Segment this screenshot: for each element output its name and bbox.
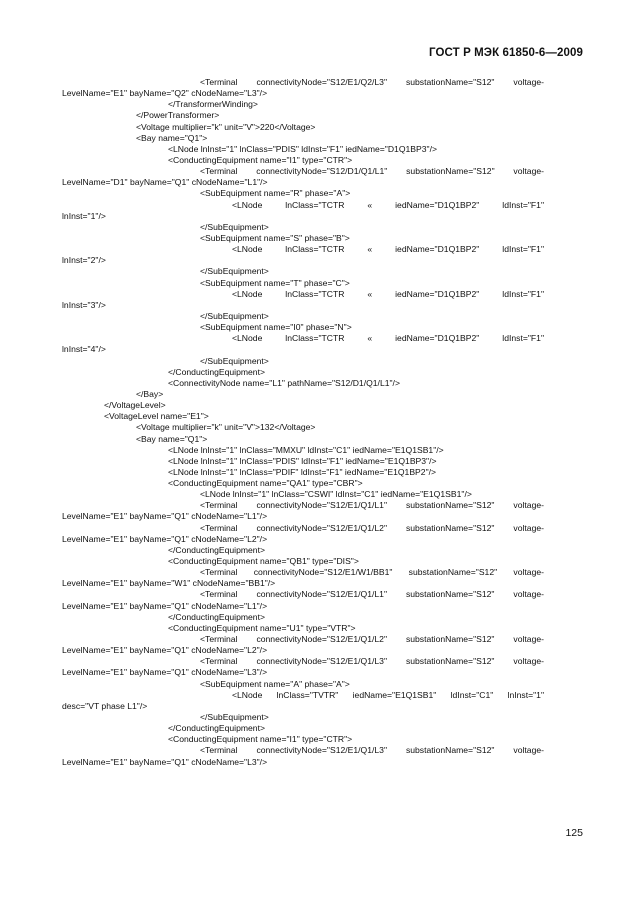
code-line: </ConductingEquipment> [168,366,265,377]
code-line: <Terminal connectivityNode="S12/E1/W1/BB1" substationName="S12" voltage- [200,567,544,578]
code-line: </ConductingEquipment> [168,611,265,622]
code-line: desc="VT phase L1"/> [62,700,148,711]
code-line: </SubEquipment> [200,310,269,321]
code-line: LevelName="E1" bayName="Q1" cNodeName="L3"/> [62,667,268,678]
code-line: <ConductingEquipment name="QA1" type="CBR"> [168,478,363,489]
code-line: </SubEquipment> [200,712,269,723]
code-line: <LNode lnClass="TCTR « iedName="D1Q1BP2" ldInst="F1" [232,244,544,255]
code-line: <ConductingEquipment name="U1" type="VTR"> [168,622,356,633]
code-line: LevelName="D1" bayName="Q1" cNodeName="L1"/> [62,177,268,188]
code-line: LevelName="E1" bayName="Q1" cNodeName="L3"/> [62,756,268,767]
code-line: lnInst="2"/> [62,255,106,266]
code-line: LevelName="E1" bayName="Q2" cNodeName="L3"/> [62,88,268,99]
code-line: </SubEquipment> [200,355,269,366]
code-line: <SubEquipment name="R" phase="A"> [200,188,351,199]
code-line: <Terminal connectivityNode="S12/E1/Q1/L1" substationName="S12" voltage- [200,589,544,600]
code-line: LevelName="E1" bayName="Q1" cNodeName="L1"/> [62,511,268,522]
code-line: <LNode lnInst="1" lnClass="MMXU" ldInst="C1" iedName="E1Q1SB1"/> [168,444,444,455]
code-line: <VoltageLevel name="E1"> [104,411,209,422]
code-line: </SubEquipment> [200,266,269,277]
code-line: <Voltage multiplier="k" unit="V">132</Voltage> [136,422,316,433]
code-line: <Terminal connectivityNode="S12/D1/Q1/L1" substationName="S12" voltage- [200,166,544,177]
code-line: <Terminal connectivityNode="S12/E1/Q1/L2" substationName="S12" voltage- [200,634,544,645]
code-line: <ConductingEquipment name="QB1" type="DIS"> [168,556,359,567]
code-line: <SubEquipment name="I0" phase="N"> [200,322,352,333]
code-line: lnInst="1"/> [62,210,106,221]
code-line: LevelName="E1" bayName="W1" cNodeName="BB1"/> [62,578,276,589]
code-line: <Terminal connectivityNode="S12/E1/Q1/L3" substationName="S12" voltage- [200,656,544,667]
code-line: <SubEquipment name="S" phase="B"> [200,232,350,243]
page-number: 125 [565,827,583,839]
code-line: <Terminal connectivityNode="S12/E1/Q1/L1" substationName="S12" voltage- [200,500,544,511]
code-line: LevelName="E1" bayName="Q1" cNodeName="L2"/> [62,645,268,656]
code-line: </ConductingEquipment> [168,723,265,734]
code-line: lnInst="4"/> [62,344,106,355]
code-line: <ConnectivityNode name="L1" pathName="S12/D1/Q1/L1"/> [168,377,400,388]
code-line: LevelName="E1" bayName="Q1" cNodeName="L2"/> [62,533,268,544]
code-line: </PowerTransformer> [136,110,220,121]
code-line: <LNode lnInst="1" lnClass="PDIS" ldInst="F1" iedName="E1Q1BP3"/> [168,455,437,466]
code-line: </ConductingEquipment> [168,544,265,555]
code-line: <SubEquipment name="A" phase="A"> [200,678,350,689]
code-line: </SubEquipment> [200,221,269,232]
code-line: </VoltageLevel> [104,400,166,411]
code-line: </TransformerWinding> [168,99,258,110]
code-line: <ConductingEquipment name="I1" type="CTR"> [168,734,353,745]
code-line: <Terminal connectivityNode="S12/E1/Q1/L2" substationName="S12" voltage- [200,522,544,533]
code-line: <Bay name="Q1"> [136,132,208,143]
code-line: <LNode lnInst="1" lnClass="PDIS" ldInst="F1" iedName="D1Q1BP3"/> [168,143,437,154]
code-line: <LNode lnClass="TCTR « iedName="D1Q1BP2" ldInst="F1" [232,199,544,210]
code-line: <LNode lnClass="TCTR « iedName="D1Q1BP2" ldInst="F1" [232,288,544,299]
code-line: <LNode lnClass="TVTR" iedName="E1Q1SB1" ldInst="C1" lnInst="1" [232,689,544,700]
code-line: <SubEquipment name="T" phase="C"> [200,277,350,288]
code-line: <Terminal connectivityNode="S12/E1/Q2/L3" substationName="S12" voltage- [200,77,544,87]
code-line: <LNode lnInst="1" lnClass="CSWI" ldInst="C1" iedName="E1Q1SB1"/> [200,489,472,500]
code-line: lnInst="3"/> [62,299,106,310]
xml-code-listing [62,77,544,768]
code-line: </Bay> [136,388,164,399]
code-line: <LNode lnInst="1" lnClass="PDIF" ldInst="F1" iedName="E1Q1BP2"/> [168,466,437,477]
code-line: <Voltage multiplier="k" unit="V">220</Voltage> [136,121,316,132]
code-line: <LNode lnClass="TCTR « iedName="D1Q1BP2" ldInst="F1" [232,333,544,344]
code-line: <Terminal connectivityNode="S12/E1/Q1/L3" substationName="S12" voltage- [200,745,544,756]
code-line: <Bay name="Q1"> [136,433,208,444]
code-line: <ConductingEquipment name="I1" type="CTR"> [168,154,353,165]
code-line: LevelName="E1" bayName="Q1" cNodeName="L1"/> [62,600,268,611]
page-header-standard-title: ГОСТ Р МЭК 61850-6—2009 [429,47,583,59]
